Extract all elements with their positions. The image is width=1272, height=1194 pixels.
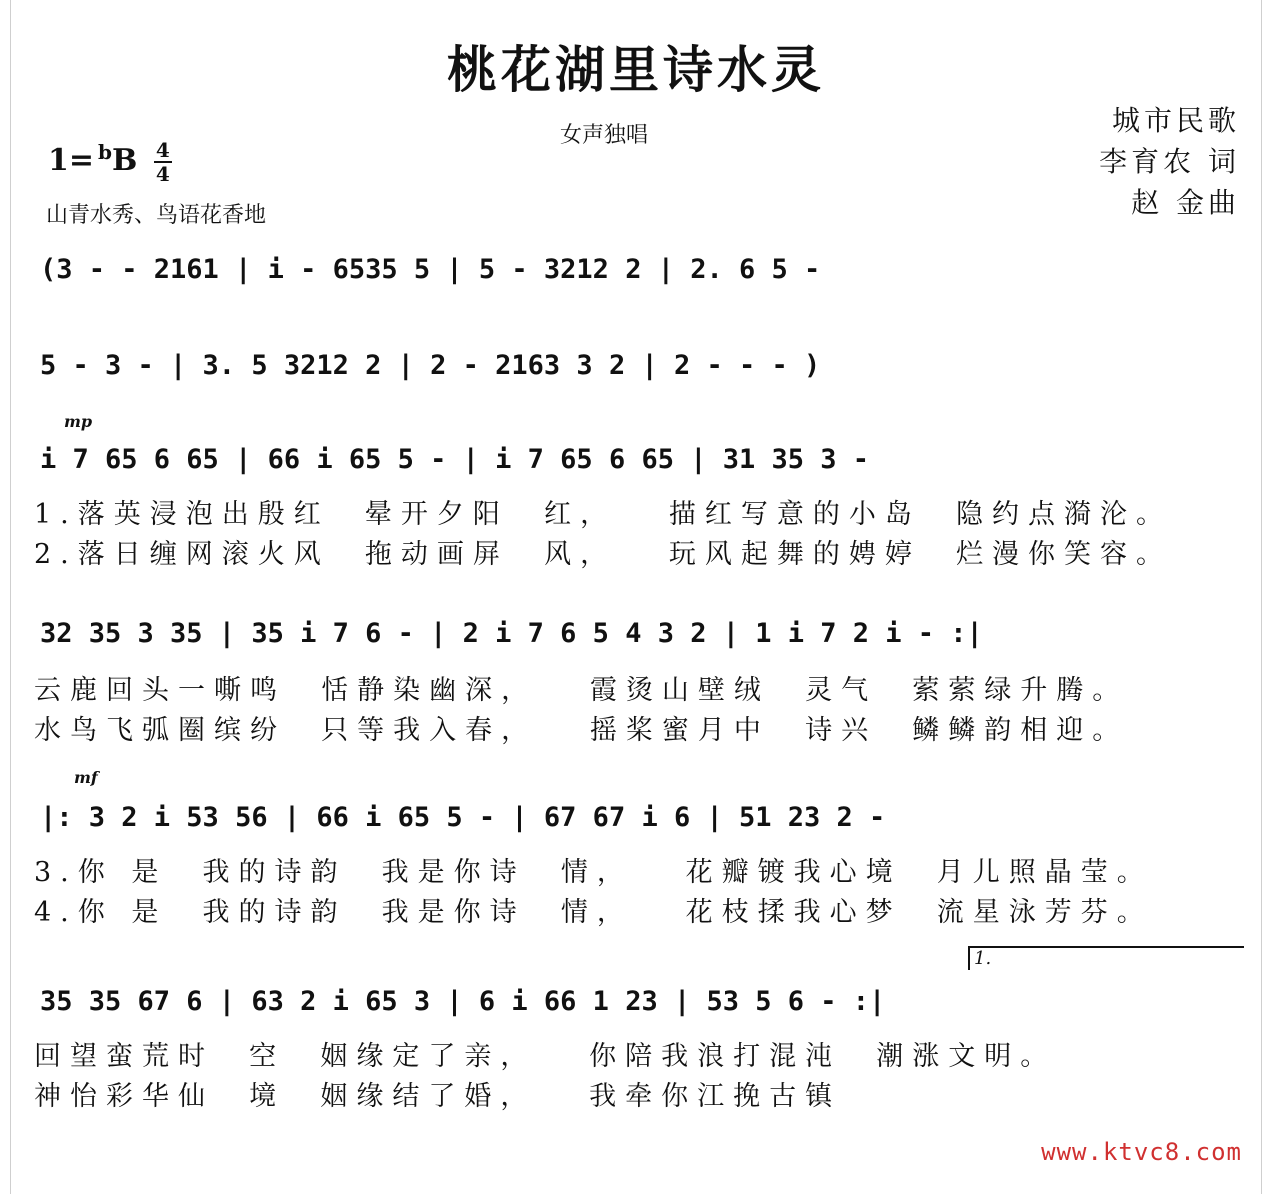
notation-row-4: 32 35 3 35 | 35 i 7 6 - | 2 i 7 6 5 4 3 2 | 1 i 7 2 i - :| [40, 617, 983, 649]
notation-row-6: 35 35 67 6 | 63 2 i 65 3 | 6 i 66 1 23 | 53 5 6 - :| [40, 985, 886, 1017]
dynamic-mp: mp [64, 412, 93, 431]
first-ending-bracket: 1. [968, 946, 1244, 970]
lyric-line-7: 回望蛮荒时 空 姻缘定了亲， 你陪我浪打混沌 潮涨文明。 [34, 1041, 1057, 1072]
notation-row-1: (3 - - 2161 | i - 6535 5 | 5 - 3212 2 | 2. 6 5 - [40, 253, 821, 285]
notation-row-5: |: 3 2 i 53 56 | 66 i 65 5 - | 67 67 i 6 | 51 23 2 - [40, 801, 886, 833]
lyric-line-1: 1.落英浸泡出殷红 晕开夕阳 红， 描红写意的小岛 隐约点漪沦。 [34, 499, 1173, 530]
song-title: 桃花湖里诗水灵 [447, 40, 825, 99]
composer-credit: 赵 金曲 [1131, 186, 1240, 219]
lyric-line-3: 云鹿回头一嘶鸣 恬静染幽深， 霞烫山壁绒 灵气 萦萦绿升腾。 [34, 675, 1129, 706]
credits-block [1099, 100, 1240, 223]
left-margin-strip [0, 0, 11, 1194]
right-margin-strip [1261, 0, 1272, 1194]
lyric-line-8: 神怡彩华仙 境 姻缘结了婚， 我牵你江挽古镇 [34, 1081, 842, 1112]
lyric-line-5: 3.你 是 我的诗韵 我是你诗 情， 花瓣镀我心境 月儿照晶莹。 [34, 857, 1153, 888]
notation-row-2: 5 - 3 - | 3. 5 3212 2 | 2 - 2163 3 2 | 2 - - - ) [40, 349, 821, 381]
genre-label: 城市民歌 [1111, 104, 1240, 137]
lyric-line-2: 2.落日缠网滚火风 拖动画屏 风， 玩风起舞的娉婷 烂漫你笑容。 [34, 539, 1173, 570]
flat-sign: b [98, 140, 112, 164]
site-watermark: www.ktvc8.com [1041, 1138, 1242, 1166]
dynamic-mf: mf [74, 768, 98, 787]
notation-row-3: i 7 65 6 65 | 66 i 65 5 - | i 7 65 6 65 | 31 35 3 - [40, 443, 870, 475]
performance-type: 女声独唱 [560, 123, 649, 148]
mood-marking: 山青水秀、鸟语花香地 [46, 203, 267, 228]
time-signature: $\frac{4}{4}$ [154, 140, 172, 184]
key-signature: 1= $^b$B $\frac{4}{4}$ [48, 140, 172, 184]
lyric-line-6: 4.你 是 我的诗韵 我是你诗 情， 花枝揉我心梦 流星泳芳芬。 [34, 897, 1153, 928]
lyricist-credit: 李育农 词 [1099, 145, 1240, 178]
lyric-line-4: 水鸟飞弧圈缤纷 只等我入春， 摇桨蜜月中 诗兴 鳞鳞韵相迎。 [34, 715, 1129, 746]
